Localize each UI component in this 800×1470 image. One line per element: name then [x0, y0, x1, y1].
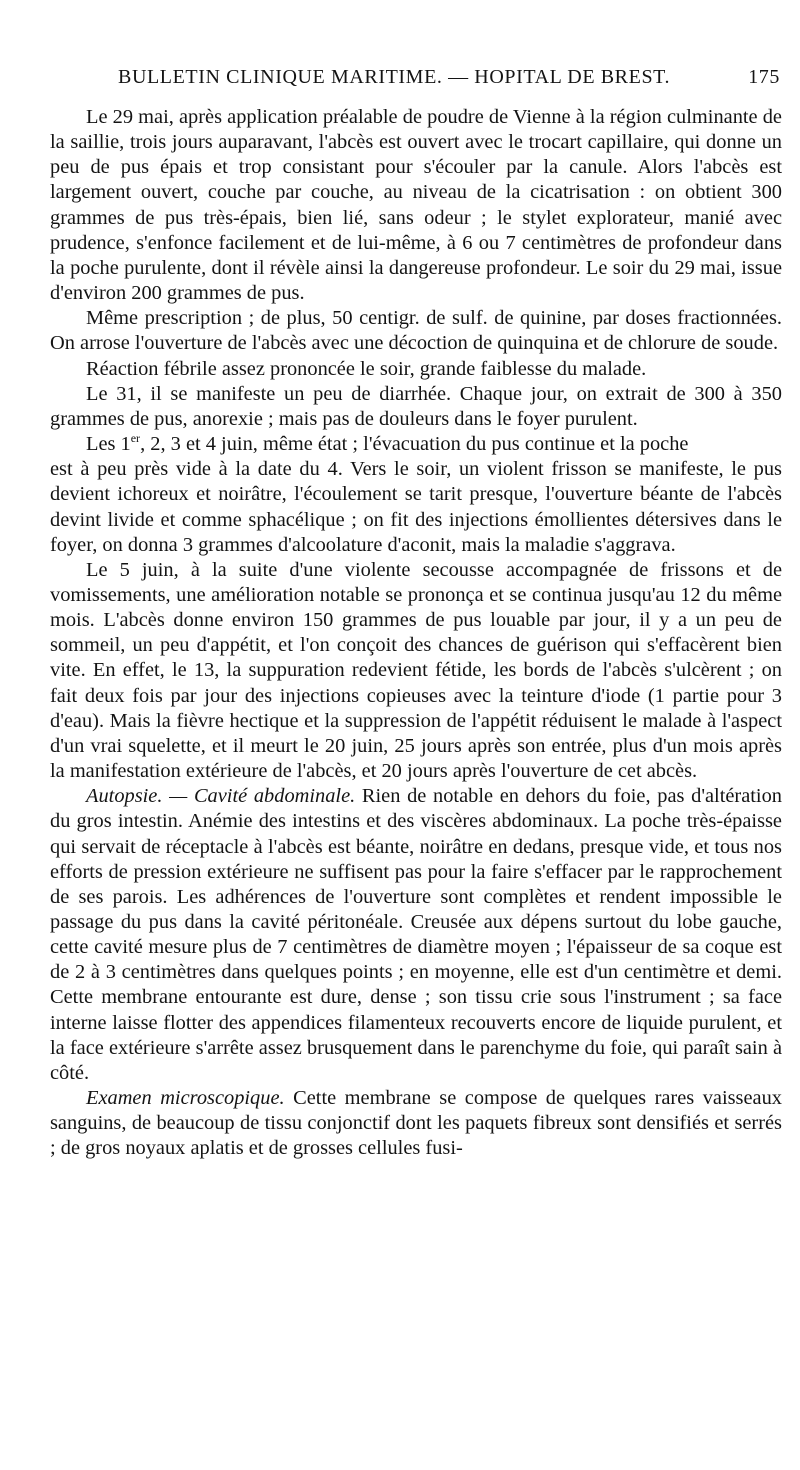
paragraph: Le 29 mai, après application préalable de poudre de Vienne à la région culminante de la saillie, trois jours auparavant, l'abcès est ouvert avec le trocart capillaire, qui donne un peu de pus épais et trop consistant pour s'écouler par la canule. Alors l'abcès est largement ouvert, couche par couche, au niveau de la cicatrisation : on obtient 300 grammes de pus très-épais, bien lié, sans odeur ; le stylet explorateur, manié avec prudence, s'enfonce facilement et de lui-même, à 6 ou 7 centimètres de profondeur dans la poche purulente, dont il révèle ainsi la dangereuse profondeur. Le soir du 29 mai, issue d'environ 200 grammes de pus. — [50, 106, 782, 305]
paragraph — [50, 784, 782, 1086]
running-header — [118, 66, 780, 96]
paragraph-lead: Les 1 — [86, 433, 131, 456]
paragraph: Le 31, il se manifeste un peu de diarrhée. Chaque jour, on extrait de 300 à 350 grammes de pus, anorexie ; mais pas de douleurs dans le foyer purulent. — [50, 382, 782, 430]
paragraph: Même prescription ; de plus, 50 centigr. de sulf. de quinine, par doses fractionnées. On arrose l'ouverture de l'abcès avec une décoction de quinquina et de chlorure de soude. — [50, 307, 782, 355]
paragraph-text: , 2, 3 et 4 juin, même état ; l'évacuation du pus continue et la poche — [140, 433, 689, 456]
paragraph-text: Rien de notable en dehors du foie, pas d'altération du gros intestin. Anémie des intestins et des viscères abdominaux. La poche très-épaisse qui servait de réceptacle à l'abcès est béante, noirâtre en dedans, presque vide, et tous nos efforts de pression extérieure ne suffisent pas pour la faire s'effacer par le rapprochement de ses parois. Les adhérences de l'ouverture sont complètes et rendent impossible le passage du pus dans la cavité péritonéale. Creusée aux dépens surtout du lobe gauche, cette cavité mesure plus de 7 centimètres de diamètre moyen ; l'épaisseur de sa coque est de 2 à 3 centimètres dans quelques points ; en moyenne, elle est d'un centimètre et demi. Cette membrane entourante est dure, dense ; son tissu crie sous l'instrument ; sa face interne laisse flotter des appendices filamenteux recouverts encore de liquide purulent, et la face extérieure s'arrête assez brusquement dans le parenchyme du foie, qui paraît sain à côté. — [50, 785, 782, 1084]
body-text — [50, 105, 782, 1162]
ordinal-superscript: er — [130, 431, 141, 446]
paragraph — [50, 1086, 782, 1161]
paragraph-continuation: est à peu près vide à la date du 4. Vers le soir, un violent frisson se manifeste, le pus devient ichoreux et noirâtre, l'écoulement se tarit presque, l'ouverture béante de l'abcès devint livide et comme sphacélique ; on fit des injections émollientes détersives dans le foyer, on donna 3 grammes d'alcoolature d'aconit, mais la maladie s'aggrava. — [50, 458, 782, 556]
paragraph-text: Cette membrane se compose de quelques rares vaisseaux sanguins, de beaucoup de tissu conjonctif dont les paquets fibreux sont densifiés et serrés ; de gros noyaux aplatis et de grosses cellules fusi- — [50, 1087, 782, 1160]
page-number: 175 — [748, 66, 780, 88]
paragraph: Le 5 juin, à la suite d'une violente secousse accompagnée de frissons et de vomissements, une amélioration notable se prononça et se continua jusqu'au 12 du même mois. L'abcès donne environ 150 grammes de pus louable par jour, il y a un peu de sommeil, un peu d'appétit, et l'on conçoit des chances de guérison qui s'effacèrent bien vite. En effet, le 13, la suppuration redevient fétide, les bords de l'abcès s'ulcèrent ; on fait deux fois par jour des injections copieuses avec la teinture d'iode (1 partie pour 3 d'eau). Mais la fièvre hectique et la suppression de l'appétit réduisent le malade à l'aspect d'un vrai squelette, et il meurt le 20 juin, 25 jours après son entrée, plus d'un mois après la manifestation extérieure de l'abcès, et 20 jours après l'ouverture de cet abcès. — [50, 558, 782, 783]
running-title: BULLETIN CLINIQUE MARITIME. — HOPITAL DE BREST. — [118, 66, 671, 88]
paragraph — [50, 432, 782, 457]
autopsy-heading: Autopsie. — Cavité abdominale. — [86, 785, 356, 808]
microscopy-heading: Examen microscopique. — [86, 1087, 285, 1110]
paragraph: Réaction fébrile assez prononcée le soir, grande faiblesse du malade. — [86, 357, 647, 380]
